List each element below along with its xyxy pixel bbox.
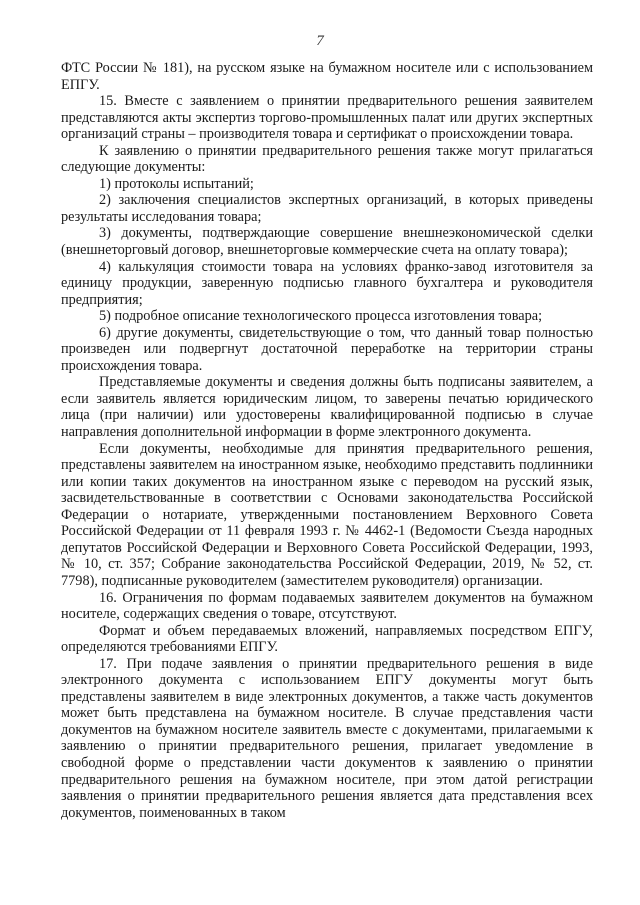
paragraph-signature: Представляемые документы и сведения должны быть подписаны заявителем, а если заявитель является юридическим лицом, то заверены печатью юридического лица (при наличии) или удостоверены квалифицированной подписью в случае направления дополнительной информации в форме электронного документа.	[61, 374, 593, 441]
paragraph-item-16: 16. Ограничения по формам подаваемых заявителем документов на бумажном носителе, содержащих сведения о товаре, отсутствуют.	[61, 589, 593, 623]
list-item-1: 1) протоколы испытаний;	[99, 175, 254, 192]
list-item-4: 4) калькуляция стоимости товара на условиях франко-завод изготовителя за единицу продукции, заверенную подписью главного бухгалтера и руководителя предприятия;	[61, 258, 593, 308]
list-item-5: 5) подробное описание технологического процесса изготовления товара;	[99, 308, 543, 325]
page-number: 7	[316, 33, 324, 49]
paragraph-item-17: 17. При подаче заявления о принятии предварительного решения в виде электронного документа с использованием ЕПГУ документы могут быть представлены заявителем в виде электронных документов, а также часть документов может быть представлена на бумажном носителе. В случае представления части документов на бумажном носителе заявитель вместе с документами, прилагаемыми к заявлению о принятии предварительного решения, прилагает уведомление в свободной форме о представлении части документов к заявлению о принятии предварительного решения на бумажном носителе, при этом датой регистрации заявления о принятии предварительного решения является дата представления всех документов, поименованных в таком	[61, 655, 593, 821]
list-item-3: 3) документы, подтверждающие совершение внешнеэкономической сделки (внешнеторговый договор, внешнеторговые коммерческие счета на оплату товара);	[61, 225, 593, 259]
paragraph-attachments-intro: К заявлению о принятии предварительного решения также могут прилагаться следующие документы:	[61, 142, 593, 176]
document-body	[61, 60, 593, 821]
paragraph-foreign-language: Если документы, необходимые для принятия предварительного решения, представлены заявителем на иностранном языке, необходимо представить подлинники или копии таких документов на иностранном языке с переводом на русский язык, засвидетельствованные в соответствии с Основами законодательства Российской Федерации о нотариате, утвержденными постановлением Верховного Совета Российской Федерации от 11 февраля 1993 г. № 4462-1 (Ведомости Съезда народных депутатов Российской Федерации и Верховного Совета Российской Федерации, 1993, № 10, ст. 357; Собрание законодательства Российской Федерации, 2019, № 52, ст. 7798), подписанные руководителем (заместителем руководителя) организации.	[61, 440, 593, 589]
paragraph-epgu-format: Формат и объем передаваемых вложений, направляемых посредством ЕПГУ, определяются требованиями ЕПГУ.	[61, 622, 593, 656]
list-item-6: 6) другие документы, свидетельствующие о том, что данный товар полностью произведен или подвергнут достаточной переработке на территории страны происхождения товара.	[61, 324, 593, 374]
paragraph-item-15: 15. Вместе с заявлением о принятии предварительного решения заявителем представляются акты экспертиз торгово-промышленных палат или других экспертных организаций страны – производителя товара и сертификат о происхождении товара.	[61, 93, 593, 143]
list-item-2: 2) заключения специалистов экспертных организаций, в которых приведены результаты исследования товара;	[61, 192, 593, 225]
paragraph-continuation: ФТС России № 181), на русском языке на бумажном носителе или с использованием ЕПГУ.	[61, 60, 593, 93]
